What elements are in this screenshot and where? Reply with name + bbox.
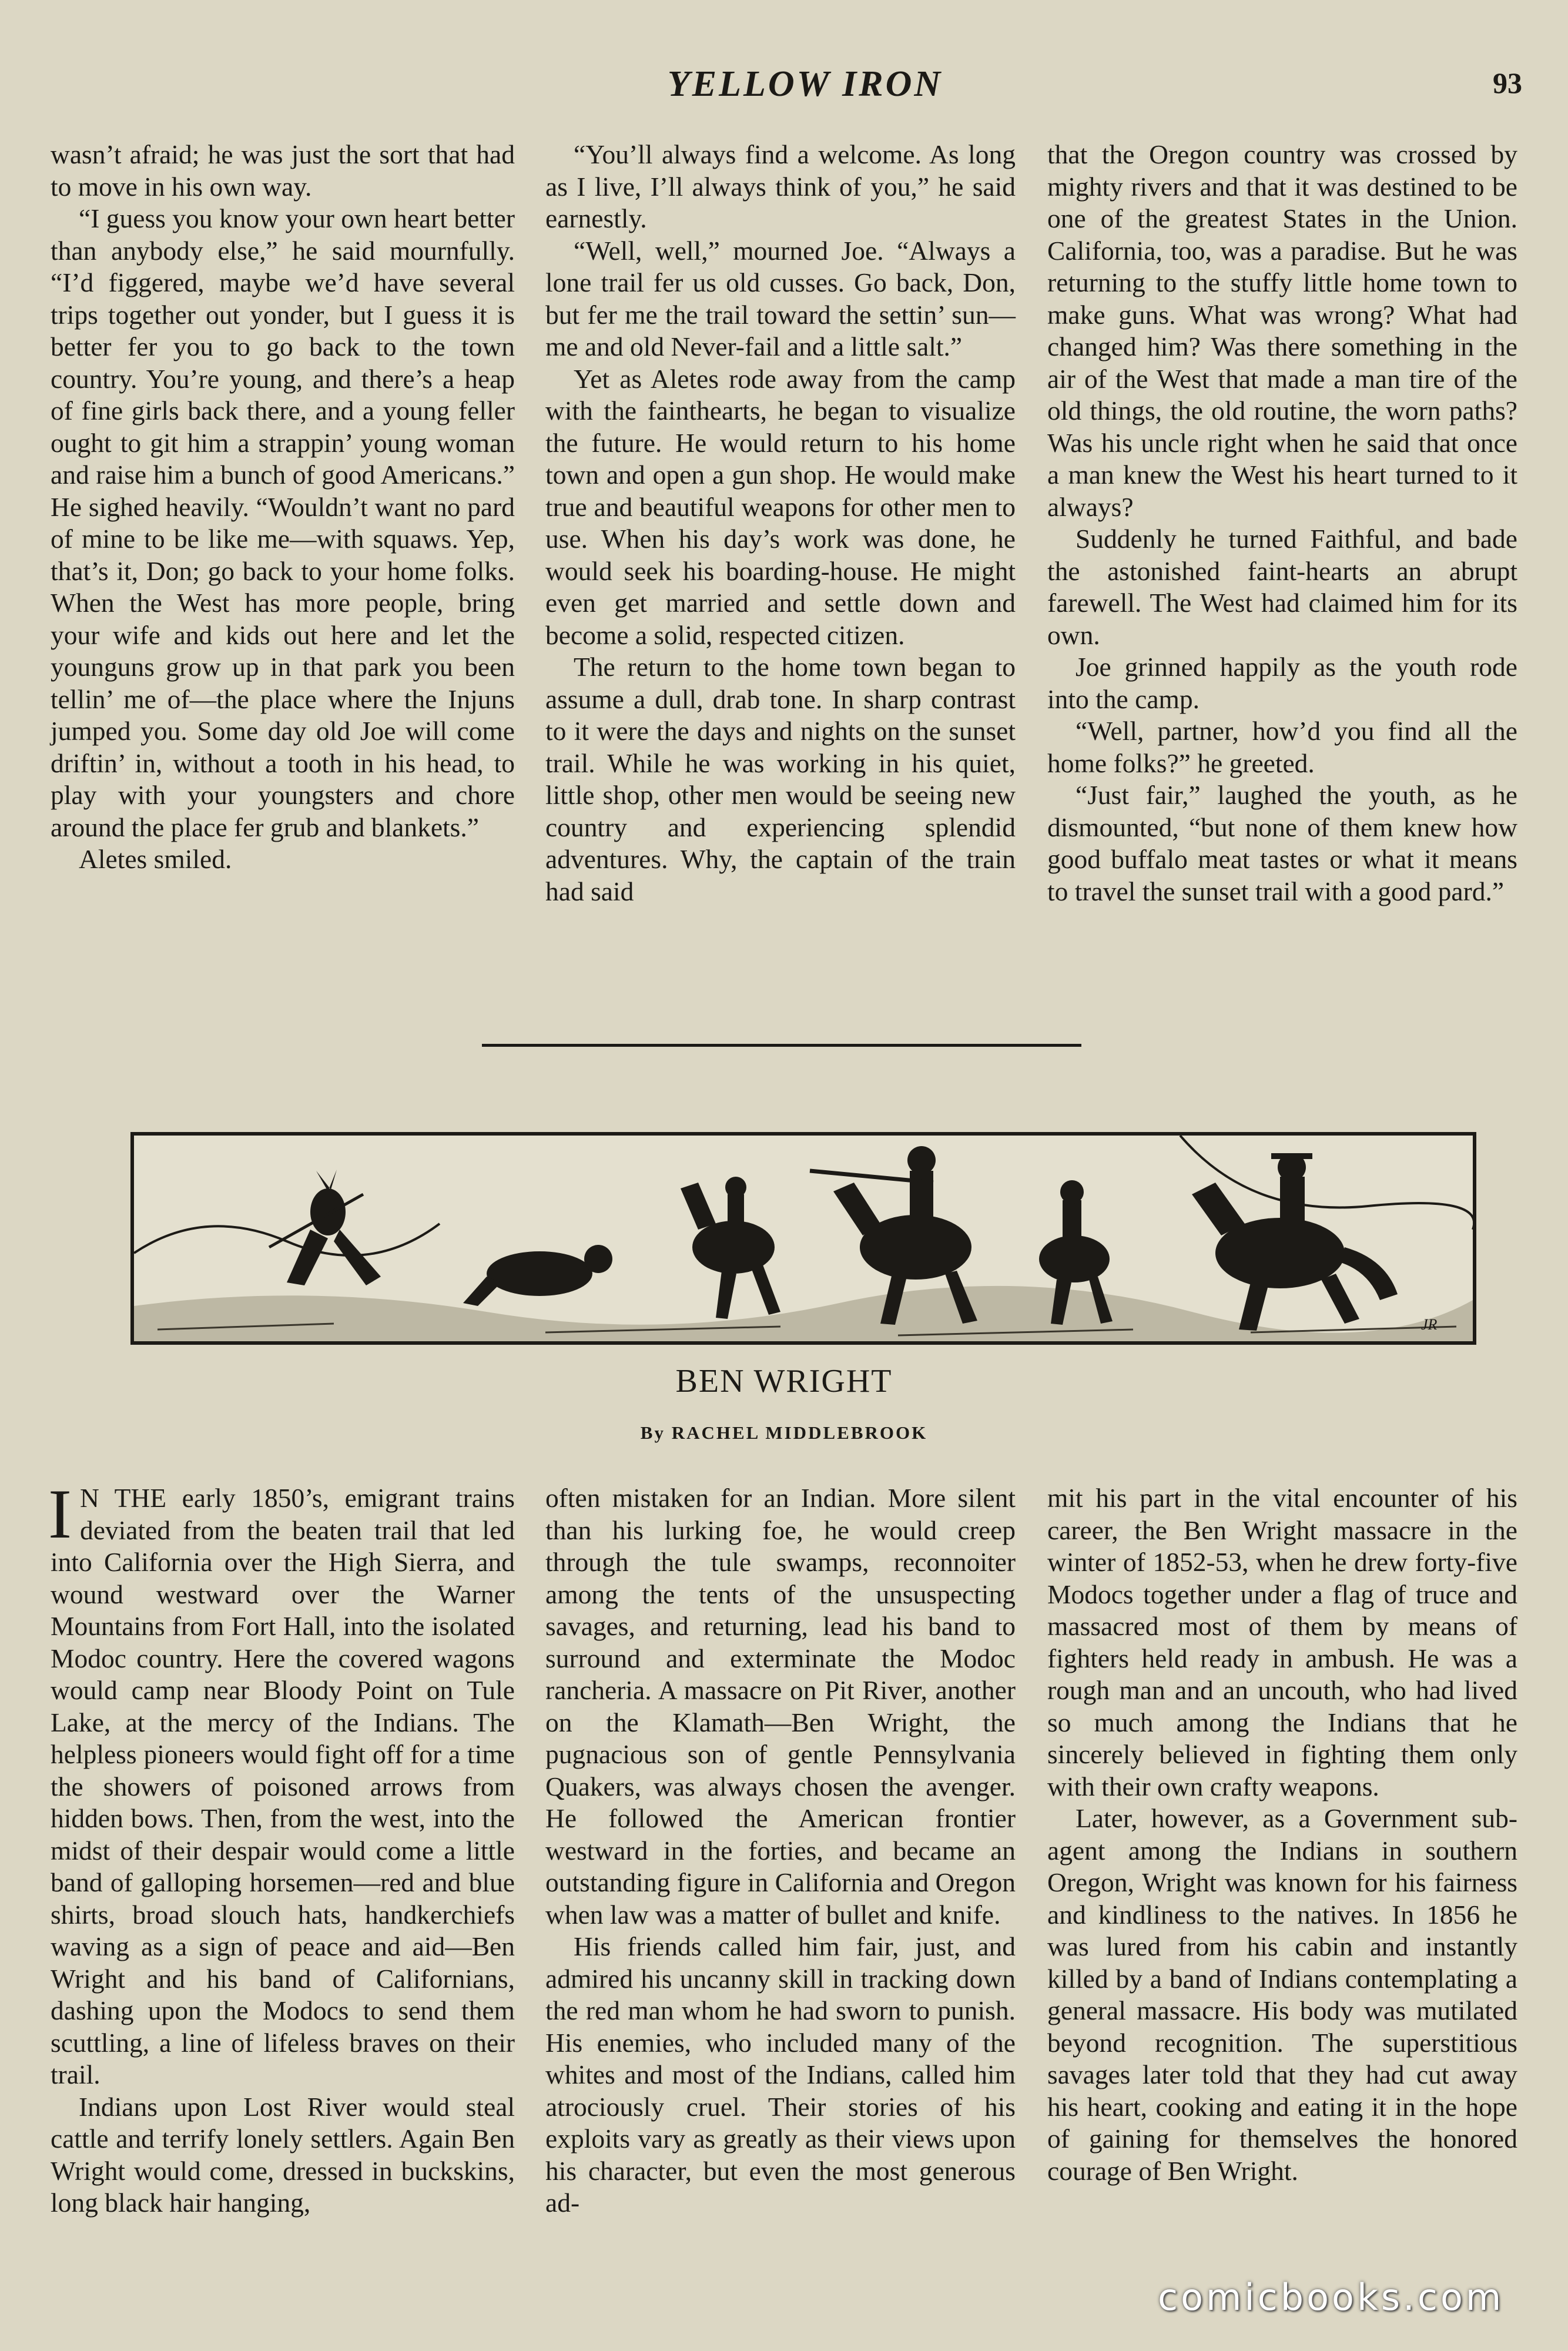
running-title: YELLOW IRON (667, 64, 943, 104)
section-divider (482, 1044, 1081, 1047)
paragraph: “Well, partner, how’d you find all the home folks?” he greeted. (1047, 716, 1517, 778)
paragraph: The return to the home town began to assume a dull, drab tone. In sharp contrast to it were the days and nights on the sunset trail. While he was working in his quiet, little shop, other men would be seeing new country and experiencing splendid adventures. Why, the captain of the train had said (545, 652, 1016, 906)
paragraph: “Well, well,” mourned Joe. “Always a lone trail fer us old cusses. Go back, Don, but fer me the trail toward the settin’ sun—me and old Never-fail and a little salt.” (545, 235, 1016, 361)
article-column-2 (545, 1482, 1016, 2219)
paragraph: Joe grinned happily as the youth rode into the camp. (1047, 652, 1517, 714)
paragraph-text: N THE early 1850’s, emigrant trains deviated from the beaten trail that led into California over the High Sierra, and wound westward over the Warner Mountains from Fort Hall, into the isolated Modoc country. Here the covered wagons would camp near Bloody Point on Tule Lake, at the mercy of the Indians. The helpless pioneers would fight off for a time the showers of poisoned arrows from hidden bows. Then, from the west, into the midst of their despair would come a little band of galloping horsemen—red and blue shirts, broad slouch hats, handkerchiefs waving as a sign of peace and aid—Ben Wright and his band of Californians, dashing upon the Modocs to send them scuttling, a line of lifeless braves on their trail. (51, 1483, 515, 2089)
paragraph: Later, however, as a Government sub-agent among the Indians in southern Oregon, Wright was known for his fairness and kindliness to the natives. In 1856 he was lured from his cabin and instantly killed by a band of Indians contemplating a general massacre. His body was mutilated beyond recognition. The superstitious savages later told that they had cut away his heart, cooking and eating it in the hope of gaining for themselves the honored courage of Ben Wright. (1047, 1803, 1517, 2186)
paragraph: “Just fair,” laughed the youth, as he dismounted, “but none of them knew how good buffalo meat tastes or what it means to travel the sunset trail with a good pard.” (1047, 780, 1517, 906)
illustration-signature: JR (1421, 1316, 1438, 1333)
paragraph: Indians upon Lost River would steal cattle and terrify lonely settlers. Again Ben Wright would come, dressed in buckskins, long black hair hanging, (51, 2091, 515, 2218)
story-column-2 (545, 139, 1016, 907)
paragraph: “You’ll always find a welcome. As long as I live, I’ll always think of you,” he said earnestly. (545, 139, 1016, 233)
story-column-1 (51, 139, 515, 876)
article-column-3 (1047, 1482, 1517, 2187)
paragraph: Yet as Aletes rode away from the camp with the fainthearts, he began to visualize the future. He would return to his home town and open a gun shop. He would make true and beautiful weapons for other men to use. When his day’s work was done, he would seek his boarding-house. He might even get married and settle down and become a solid, respected citizen. (545, 363, 1016, 650)
drop-cap: I (48, 1475, 72, 1553)
article-column-1 (48, 1475, 515, 2219)
paragraph: often mistaken for an Indian. More silent than his lurking foe, he would creep through the tule swamps, reconnoiter among the tents of the unsuspecting savages, and returning, lead his band to surround and exterminate the Modoc rancheria. A massacre on Pit River, another on the Klamath—Ben Wright, the pugnacious son of gentle Pennsylvania Quakers, was always chosen the avenger. He followed the American frontier westward in the forties, and became an outstanding figure in California and Oregon when law was a matter of bullet and knife. (545, 1483, 1016, 1930)
chase-illustration (130, 1132, 1476, 1345)
paragraph: that the Oregon country was crossed by mighty rivers and that it was destined to be one of the greatest States in the Union. California, too, was a paradise. But he was returning to the stuffy little home town to make guns. What was wrong? What had changed him? Was there something in the air of the West that made a man tire of the old things, the old routine, the worn paths? Was his uncle right when he said that once a man knew the West his heart turned to it always? (1047, 139, 1517, 522)
article-title: BEN WRIGHT (675, 1363, 893, 1399)
paragraph: Aletes smiled. (79, 844, 232, 874)
paragraph (48, 1475, 515, 2091)
site-watermark: comicbooks.com (1158, 2276, 1505, 2319)
article-byline: By RACHEL MIDDLEBROOK (640, 1422, 928, 1443)
paragraph: “I guess you know your own heart better than anybody else,” he said mournfully. “I’d figgered, maybe we’d have several trips together out yonder, but I guess it is better fer you to go back to the town country. You’re young, and there’s a heap of fine girls back there, and a young feller ought to git him a strappin’ young woman and raise him a bunch of good Americans.” He sighed heavily. “Wouldn’t want no pard of mine to be like me—with squaws. Yep, that’s it, Don; go back to your home folks. When the West has more people, bring your wife and kids out here and let the younguns grow up in that park you been tellin’ me of—the place where the Injuns jumped you. Some day old Joe will come driftin’ in, without a tooth in his head, to play with your youngsters and chore around the place fer grub and blankets.” (51, 203, 515, 842)
paragraph: His friends called him fair, just, and admired his uncanny skill in tracking down the red man whom he had sworn to punish. His enemies, who included many of the whites and most of the Indians, called him atrociously cruel. Their stories of his exploits vary as greatly as their views upon his character, but even the most generous ad- (545, 1931, 1016, 2218)
story-column-3 (1047, 139, 1517, 907)
page-number: 93 (1493, 66, 1522, 99)
paragraph: Suddenly he turned Faithful, and bade the astonished faint-hearts an abrupt farewell. The West had claimed him for its own. (1047, 524, 1517, 650)
paragraph: mit his part in the vital encounter of his career, the Ben Wright massacre in the winter of 1852-53, when he drew forty-five Modocs together under a flag of truce and massacred most of them by means of fighters held ready in ambush. He was a rough man and an uncouth, who had lived so much among the Indians that he sincerely believed in fighting them only with their own crafty weapons. (1047, 1483, 1517, 1801)
paragraph: wasn’t afraid; he was just the sort that had to move in his own way. (51, 139, 515, 202)
